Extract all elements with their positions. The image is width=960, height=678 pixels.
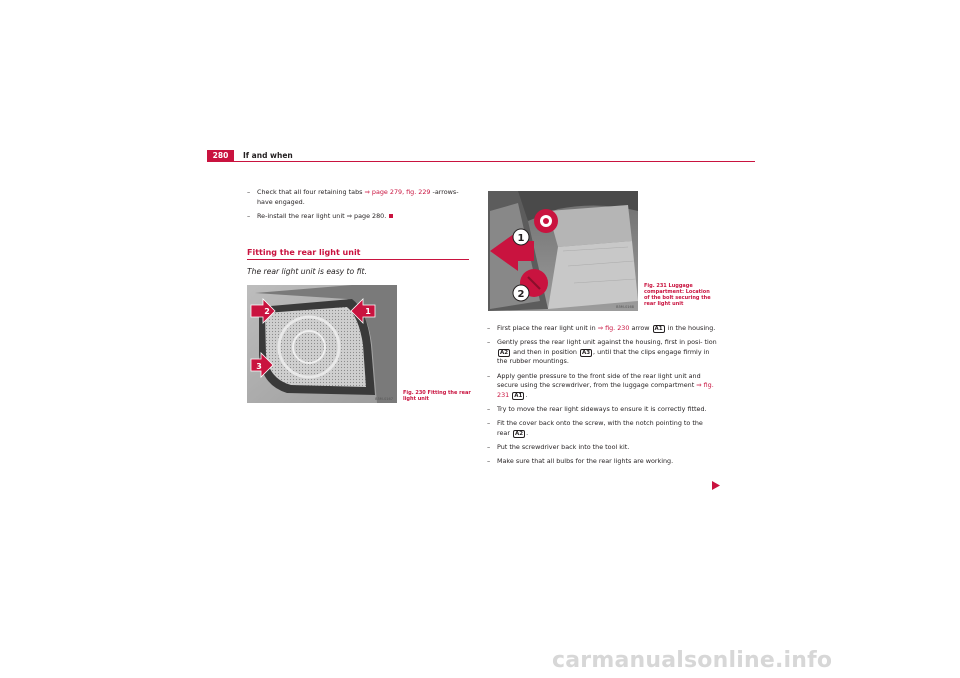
step-secure-unit: – Apply gentle pressure to the front side of the rear light unit and secure using the screwdriver, from the luggage compartment ⇒ fig. 231 A1 . (487, 371, 714, 399)
cross-reference-link[interactable]: ⇒ fig. 230 (597, 324, 630, 332)
svg-text:2: 2 (264, 307, 270, 316)
step-press-unit: – Gently press the rear light unit against the housing, first in posi- tion A2 and then in position A3 , until that the clips engage firmly in the rubber mountings. (487, 338, 717, 366)
step-check-fit: – Try to move the rear light sideways to ensure it is correctly fitted. (487, 404, 707, 413)
callout-badge: A3 (581, 349, 591, 356)
section-heading: Fitting the rear light unit (247, 248, 361, 257)
callout-badge: A1 (514, 392, 523, 399)
step-check-bulbs: – Make sure that all bulbs for the rear lights are working. (487, 457, 674, 466)
step-dash: – (247, 188, 251, 196)
svg-text:3: 3 (256, 362, 262, 371)
step-dash: – (487, 419, 491, 428)
page-number: 280 (207, 150, 234, 162)
step-check-tabs: – Check that all four retaining tabs ⇒ page 279, fig. 229 -arrows- have engaged. (247, 188, 459, 206)
svg-text:1: 1 (365, 307, 371, 316)
step-store-screwdriver: – Put the screwdriver back into the tool kit. (487, 442, 630, 451)
step-reinstall: – Re-install the rear light unit ⇒ page 280. (247, 212, 472, 222)
section-divider (247, 259, 469, 260)
figure-rear-light-unit (247, 285, 397, 403)
watermark: carmanualsonline.info (552, 648, 833, 673)
right-step-list (487, 324, 717, 471)
chapter-title: If and when (243, 151, 293, 160)
figure-luggage-compartment (488, 191, 638, 311)
step-dash: – (487, 457, 491, 466)
callout-badge: A2 (500, 349, 509, 356)
svg-text:1: 1 (517, 233, 525, 244)
end-of-section-mark (389, 214, 393, 218)
cross-reference-link[interactable]: ⇒ fig. 231 (497, 381, 714, 399)
cross-reference-link[interactable]: ⇒ page 280. (346, 212, 387, 221)
step-fit-cover: – Fit the cover back onto the screw, with the notch pointing to the rear A2 . (487, 419, 703, 437)
continue-arrow-icon[interactable] (712, 481, 720, 490)
step-dash: – (487, 371, 491, 380)
step-dash: – (487, 404, 491, 413)
cross-reference-link[interactable]: ⇒ page 279, fig. 229 (364, 188, 431, 196)
step-dash: – (247, 212, 251, 221)
step-place-unit: – First place the rear light unit in ⇒ fig. 230 arrow A1 in the housing. (487, 324, 716, 332)
step-dash: – (487, 442, 491, 451)
callout-badge: A2 (515, 430, 524, 437)
figure-caption: Fig. 231 Luggage compartment: Location of the bolt securing the rear light unit (644, 283, 711, 307)
figure-code: B5M-0168 (616, 305, 634, 309)
header-divider (207, 161, 755, 162)
svg-text:2: 2 (517, 289, 525, 300)
section-subtitle: The rear light unit is easy to fit. (247, 267, 367, 276)
callout-badge: A1 (654, 326, 663, 332)
left-step-list (247, 188, 472, 227)
figure-caption: Fig. 230 Fitting the rear light unit (403, 390, 471, 402)
step-dash: – (487, 324, 491, 332)
step-dash: – (487, 338, 491, 347)
figure-code: B5M-0167 (375, 397, 393, 401)
